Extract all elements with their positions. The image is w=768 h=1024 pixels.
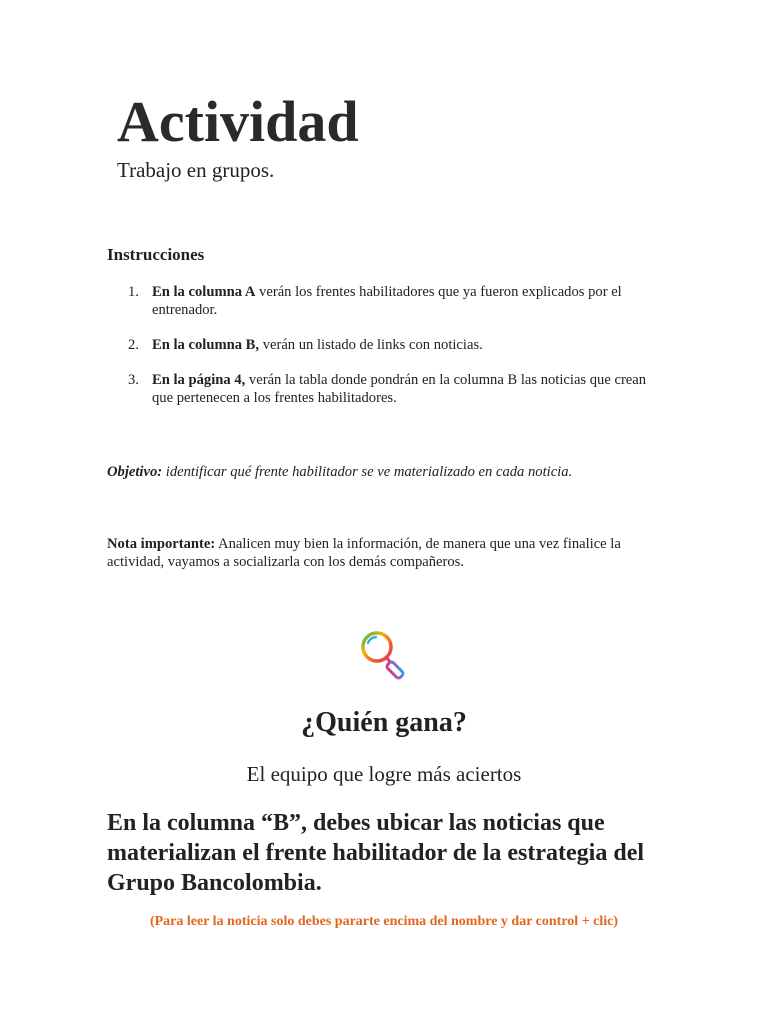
page-subtitle: Trabajo en grupos. bbox=[117, 158, 275, 182]
hint-text: (Para leer la noticia solo debes pararte encima del nombre y dar control + clic) bbox=[149, 914, 619, 929]
instruction-text: verán un listado de links con noticias. bbox=[259, 337, 483, 353]
who-wins-answer: El equipo que logre más aciertos bbox=[246, 762, 522, 786]
instruction-text: verán la tabla donde pondrán en la columna B las noticias que crean que pertenecen a los frentes habilitadores. bbox=[152, 372, 647, 406]
instruction-number: 1. bbox=[128, 284, 139, 300]
page-title: Actividad bbox=[117, 89, 359, 154]
objective-label: Objetivo: bbox=[107, 464, 163, 480]
who-wins-heading: ¿Quién gana? bbox=[301, 707, 467, 738]
instruction-bold: En la columna A bbox=[152, 284, 256, 300]
instructions-heading: Instrucciones bbox=[107, 245, 205, 264]
instruction-item bbox=[107, 371, 667, 407]
note-paragraph bbox=[107, 535, 667, 571]
objective-paragraph bbox=[107, 463, 667, 481]
objective-text: identificar qué frente habilitador se ve materializado en cada noticia. bbox=[162, 464, 573, 480]
instructions-list bbox=[107, 283, 667, 424]
instruction-number: 2. bbox=[128, 337, 139, 353]
instruction-number: 3. bbox=[128, 372, 139, 388]
instruction-item bbox=[107, 283, 667, 319]
instruction-item bbox=[107, 336, 667, 354]
note-label: Nota importante: bbox=[107, 536, 216, 552]
instruction-bold: En la página 4, bbox=[152, 372, 246, 388]
magnifying-glass-icon bbox=[358, 628, 410, 682]
note-text: Analicen muy bien la información, de manera que una vez finalice la actividad, vayamos a socializarla con los demás compañeros. bbox=[107, 536, 621, 570]
instruction-bold: En la columna B, bbox=[152, 337, 260, 353]
main-instruction: En la columna “B”, debes ubicar las noticias que materializan el frente habilitador de la estrategia del Grupo Bancolombia. bbox=[107, 810, 645, 896]
instruction-text: verán los frentes habilitadores que ya fueron explicados por el entrenador. bbox=[152, 284, 622, 318]
